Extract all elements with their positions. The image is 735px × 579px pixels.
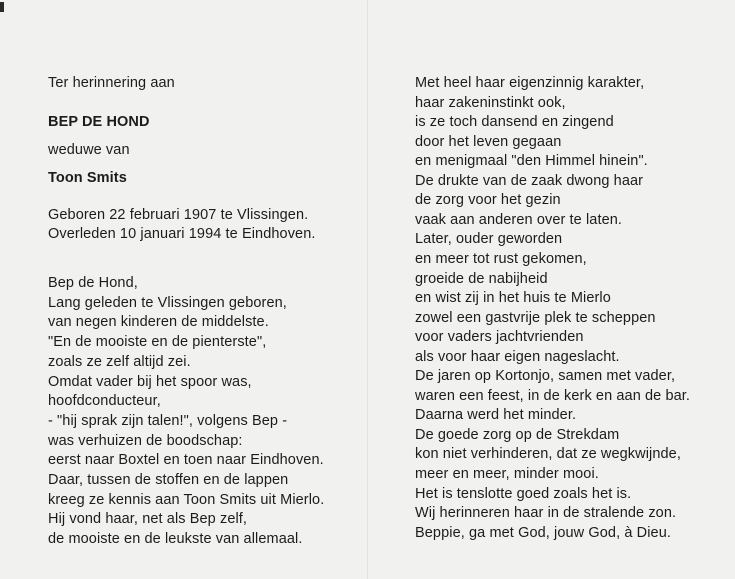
poem-line: de zorg voor het gezin xyxy=(415,192,561,209)
poem-line: "En de mooiste en de pienterste", xyxy=(48,334,267,351)
poem-line: Met heel haar eigenzinnig karakter, xyxy=(415,75,645,91)
poem-line: Het is tenslotte goed zoals het is. xyxy=(415,485,632,502)
card-fold xyxy=(367,0,369,579)
poem-line: Later, ouder geworden xyxy=(415,231,563,248)
poem-line: door het leven gegaan xyxy=(415,133,562,150)
poem-line: eerst naar Boxtel en toen naar Eindhoven. xyxy=(48,452,324,469)
death-line: Overleden 10 januari 1994 te Eindhoven. xyxy=(48,226,316,242)
poem-line: groeide de nabijheid xyxy=(415,270,548,287)
poem-line: - "hij sprak zijn talen!", volgens Bep - xyxy=(48,412,288,429)
poem-line: meer en meer, minder mooi. xyxy=(415,466,599,482)
poem-line: als voor haar eigen nageslacht. xyxy=(415,348,620,365)
poem-line: Lang geleden te Vlissingen geboren, xyxy=(48,294,287,311)
poem-line: De drukte van de zaak dwong haar xyxy=(415,172,644,189)
intro-text: Ter herinnering aan xyxy=(48,75,175,91)
poem-line: kreeg ze kennis aan Toon Smits uit Mierlo. xyxy=(48,491,325,508)
poem-line: De goede zorg op de Strekdam xyxy=(415,426,620,443)
poem-line: kon niet verhinderen, dat ze wegkwijnde, xyxy=(415,446,681,463)
relation-text: weduwe van xyxy=(48,142,130,158)
poem-line: waren een feest, in de kerk en aan de bar. xyxy=(415,387,691,404)
poem-line: hoofdconducteur, xyxy=(48,393,161,410)
poem-line: Wij herinneren haar in de stralende zon. xyxy=(415,505,677,522)
poem-line: Omdat vader bij het spoor was, xyxy=(48,373,252,390)
poem-line: en menigmaal "den Himmel hinein". xyxy=(415,153,648,170)
poem-line: voor vaders jachtvrienden xyxy=(415,329,584,346)
edge-mark xyxy=(0,2,4,12)
poem-line: Bep de Hond, xyxy=(48,275,138,291)
poem-line: van negen kinderen de middelste. xyxy=(48,314,269,331)
poem-line: en wist zij in het huis te Mierlo xyxy=(415,290,611,307)
poem-line: was verhuizen de boodschap: xyxy=(48,432,243,449)
poem-line: Daar, tussen de stoffen en de lappen xyxy=(48,472,289,488)
spouse-name: Toon Smits xyxy=(48,170,127,186)
birth-line: Geboren 22 februari 1907 te Vlissingen. xyxy=(48,207,309,223)
poem-line: Beppie, ga met God, jouw God, à Dieu. xyxy=(415,524,671,541)
poem-line: zoals ze zelf altijd zei. xyxy=(48,353,191,370)
poem-line: zowel een gastvrije plek te scheppen xyxy=(415,309,656,326)
poem-line: Daarna werd het minder. xyxy=(415,407,577,424)
deceased-name: BEP DE HOND xyxy=(48,114,150,130)
poem-line: de mooiste en de leukste van allemaal. xyxy=(48,531,303,548)
poem-line: Hij vond haar, net als Bep zelf, xyxy=(48,511,248,528)
poem-line: haar zakeninstinkt ook, xyxy=(415,94,566,111)
poem-line: vaak aan anderen over te laten. xyxy=(415,211,623,228)
poem-line: en meer tot rust gekomen, xyxy=(415,250,587,267)
poem-line: De jaren op Kortonjo, samen met vader, xyxy=(415,368,676,385)
poem-line: is ze toch dansend en zingend xyxy=(415,114,614,131)
